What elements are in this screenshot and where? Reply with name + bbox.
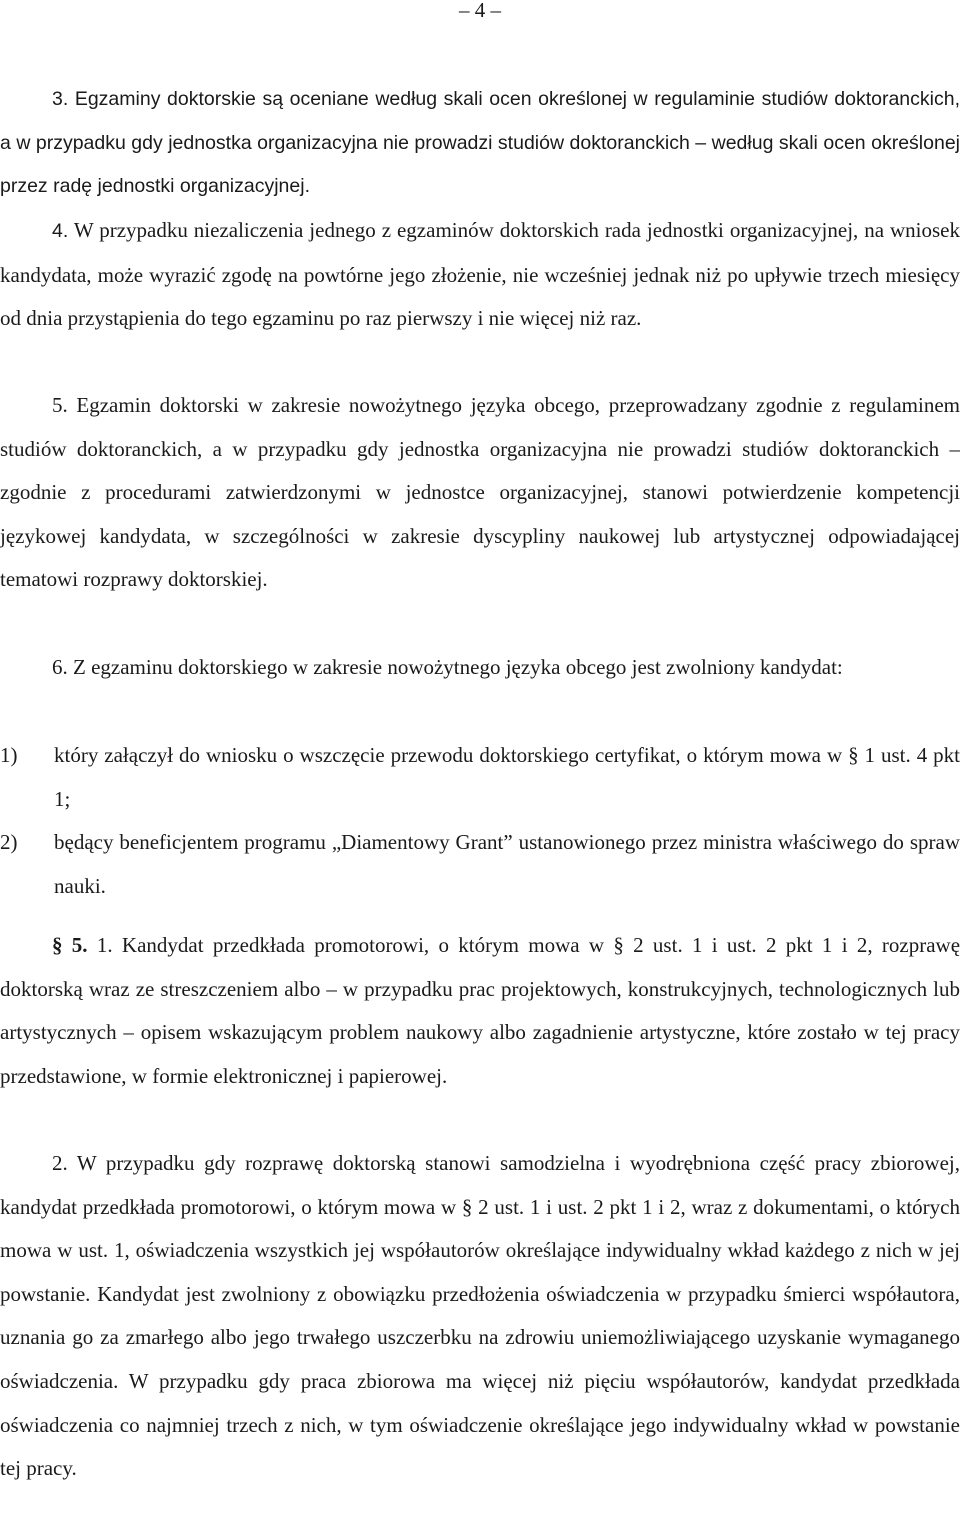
page-number: – 4 – xyxy=(459,0,501,22)
section-5-label: § 5. xyxy=(52,933,88,957)
list-item-text: będący beneficjentem programu „Diamentowy Grant” ustanowionego przez ministra właściwego do spraw nauki. xyxy=(54,830,960,898)
paragraph-6: 6. Z egzaminu doktorskiego w zakresie nowożytnego języka obcego jest zwolniony kandydat: xyxy=(52,655,843,679)
list-item-text: który załączył do wniosku o wszczęcie przewodu doktorskiego certyfikat, o którym mowa w § 1 ust. 4 pkt 1; xyxy=(54,743,960,811)
list-item-1 xyxy=(0,734,960,821)
paragraph-4-number: 4. xyxy=(52,220,69,242)
section-5-paragraph-1 xyxy=(0,924,960,1098)
list-marker: 1) xyxy=(0,743,18,767)
paragraph-3: 3. Egzaminy doktorskie są oceniane według skali ocen określonej w regulaminie studiów doktoranckich, a w przypadku gdy jednostka organizacyjna nie prowadzi studiów doktoranckich – według skali ocen określonej przez radę jednostki organizacyjnej. xyxy=(0,88,960,198)
paragraph-4-text: W przypadku niezaliczenia jednego z egzaminów doktorskich rada jednostki organizacyjnej, na wniosek kandydata, może wyrazić zgodę na powtórne jego złożenie, nie wcześniej jednak niż po upływie trzech miesięcy od dnia przystąpienia do tego egzaminu po raz pierwszy i nie więcej niż raz. xyxy=(0,218,960,331)
list-marker: 2) xyxy=(0,830,18,854)
paragraph-5: 5. Egzamin doktorski w zakresie nowożytnego języka obcego, przeprowadzany zgodnie z regulaminem studiów doktoranckich, a w przypadku gdy jednostka organizacyjna nie prowadzi studiów doktoranckich – zgodnie z procedurami zatwierdzonymi w jednostce organizacyjnej, stanowi potwierdzenie kompetencji językowej kandydata, w szczególności w zakresie dyscypliny naukowej lub artystycznej odpowiadającej tematowi rozprawy doktorskiej. xyxy=(0,393,960,592)
list-item-2 xyxy=(0,821,960,908)
paragraph-4 xyxy=(0,209,960,341)
section-5-paragraph-1-text: 1. Kandydat przedkłada promotorowi, o którym mowa w § 2 ust. 1 i ust. 2 pkt 1 i 2, rozprawę doktorską wraz ze streszczeniem albo – w przypadku prac projektowych, konstrukcyjnych, technologicznych lub artystycznych – opisem wskazującym problem naukowy albo zagadnienie artystyczne, które zostało w tej pracy przedstawione, w formie elektronicznej i papierowej. xyxy=(0,933,960,1088)
section-5-paragraph-2: 2. W przypadku gdy rozprawę doktorską stanowi samodzielna i wyodrębniona część pracy zbiorowej, kandydat przedkłada promotorowi, o którym mowa w § 2 ust. 1 i ust. 2 pkt 1 i 2, wraz z dokumentami, o których mowa w ust. 1, oświadczenia wszystkich jej współautorów określające indywidualny wkład każdego z nich w jej powstanie. Kandydat jest zwolniony z obowiązku przedłożenia oświadczenia w przypadku śmierci współautora, uznania go za zmarłego albo jego trwałego uszczerbku na zdrowiu uniemożliwiającego uzyskanie wymaganego oświadczenia. W przypadku gdy praca zbiorowa ma więcej niż pięciu współautorów, kandydat przedkłada oświadczenia co najmniej trzech z nich, w tym oświadczenie określające jego indywidualny wkład w powstanie tej pracy. xyxy=(0,1151,960,1481)
